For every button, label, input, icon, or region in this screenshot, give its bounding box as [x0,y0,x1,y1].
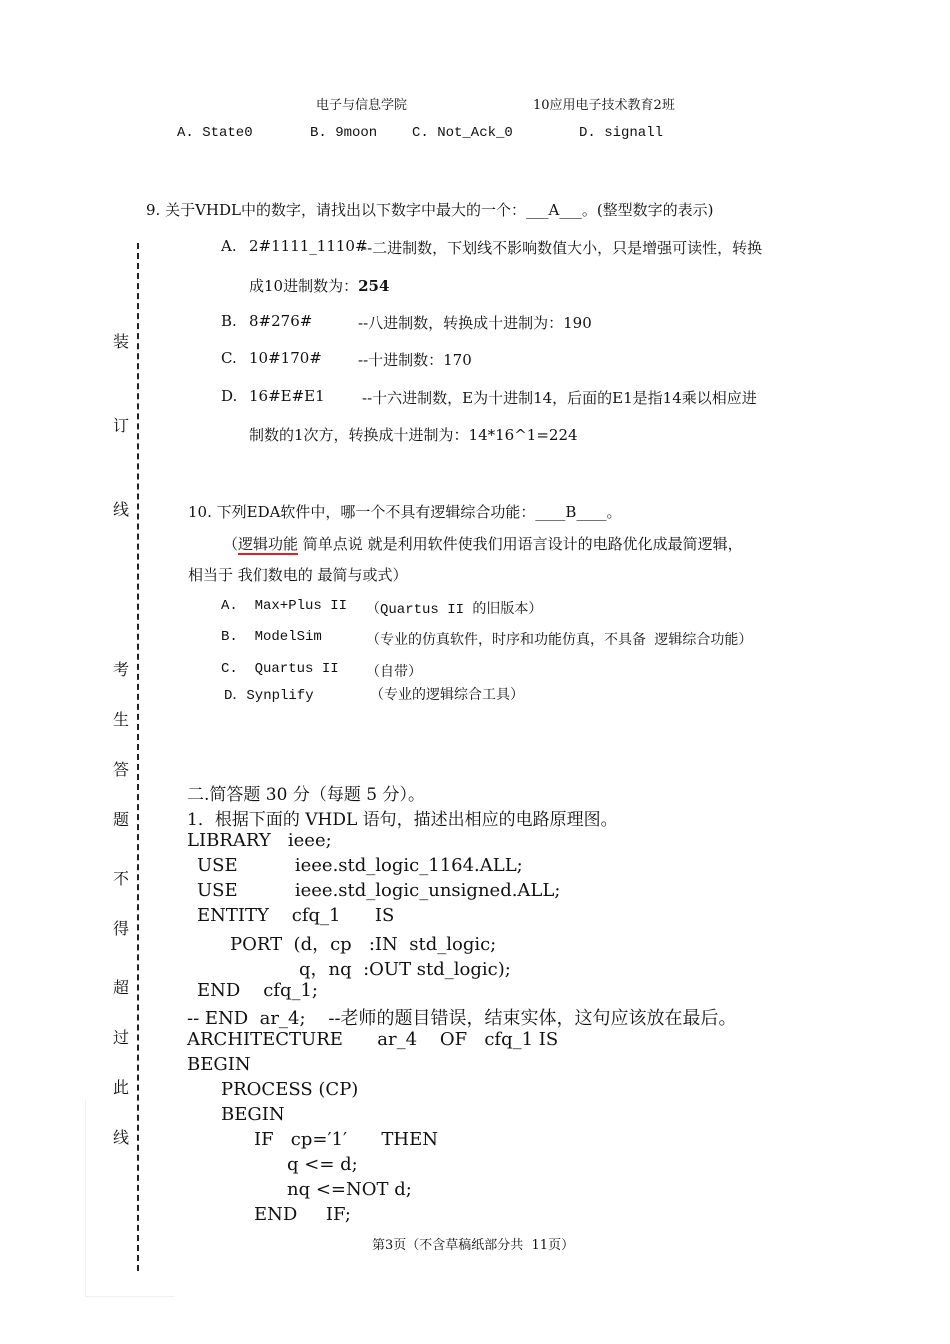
corner-mark-horizontal [85,1296,175,1297]
q8-option-c: C. Not_Ack_0 [412,125,513,141]
code-line: q <= d; [287,1154,358,1175]
code-line: END IF; [254,1204,351,1225]
q9-stem: 9. 关于VHDL中的数字，请找出以下数字中最大的一个：___A___。(整型数字的表示) [146,201,714,219]
code-line: USE ieee.std_logic_unsigned.ALL; [197,880,561,901]
q8-option-d: D. signall [579,125,664,141]
margin-label: 不 [113,869,130,888]
q9-b-code: 8#276# [249,312,313,330]
code-line: ARCHITECTURE ar_4 OF cfq_1 IS [187,1029,559,1050]
margin-label: 订 [113,416,130,435]
code-line: USE ieee.std_logic_1164.ALL; [197,855,523,876]
q9-d-code: 16#E#E1 [249,387,325,405]
q10-note-rest: 简单点说 就是利用软件使我们用语言设计的电路优化成最简逻辑， [298,535,743,553]
binding-dashed-line [137,243,139,1271]
margin-label: 此 [113,1078,130,1097]
q9-a-code: 2#1111_1110# [249,237,368,255]
q9-b-note: --八进制数，转换成十进制为：190 [358,314,592,332]
corner-mark-vertical [85,1100,86,1296]
q10-option-a: A. Max+Plus II [221,598,348,614]
margin-label: 题 [113,810,130,829]
q9-d-cont: 制数的1次方，转换成十进制为：14*16^1=224 [249,426,578,444]
margin-label: 生 [113,710,130,729]
code-line: q，nq :OUT std_logic); [299,959,511,980]
q10-note-keyword: 逻辑功能 [238,535,299,553]
q9-c-note: --十进制数：170 [358,351,472,369]
header-class: 10应用电子技术教育2班 [533,98,675,113]
q10-option-d: D．Synplify [224,688,314,704]
margin-label: 线 [113,500,130,519]
q8-option-a: A. State0 [177,125,253,141]
margin-label: 得 [113,919,130,938]
q9-a-cont-text: 成10进制数为： [249,277,359,295]
code-line: PROCESS (CP) [221,1079,359,1100]
header-college: 电子与信息学院 [316,98,408,113]
code-line: END cfq_1; [197,980,318,1001]
page-footer: 第3页（不含草稿纸部分共 11页） [372,1238,575,1253]
code-line: BEGIN [221,1104,285,1125]
code-line: -- END ar_4; --老师的题目错误，结束实体，这句应该放在最后。 [187,1008,737,1029]
q10-option-c-note: （自带） [366,665,422,681]
margin-label: 答 [113,760,130,779]
margin-label: 线 [113,1128,130,1147]
q9-d-note: --十六进制数，E为十进制14，后面的E1是指14乘以相应进 [362,389,757,407]
code-line: nq <=NOT d; [287,1179,412,1200]
q9-c-label: C. [221,349,237,367]
q9-a-cont [249,275,389,296]
code-line: BEGIN [187,1054,251,1075]
code-line: ENTITY cfq_1 IS [197,905,395,926]
q9-c-code: 10#170# [249,349,322,367]
q10-option-a-note: （Quartus II 的旧版本） [366,602,543,618]
q10-option-b-note: （专业的仿真软件，时序和功能仿真，不具备 逻辑综合功能） [366,633,753,649]
margin-label: 过 [113,1028,130,1047]
q10-note-open: （ [223,535,239,553]
q9-a-value: 254 [358,277,390,295]
q10-option-c: C. Quartus II [221,661,339,677]
section2-title: 二.简答题 30 分（每题 5 分）。 [187,785,425,805]
q9-b-label: B. [221,312,237,330]
section2-q1: 1．根据下面的 VHDL 语句，描述出相应的电路原理图。 [187,810,618,830]
margin-label: 装 [113,332,130,351]
margin-label: 考 [113,660,130,679]
q10-option-d-note: （专业的逻辑综合工具） [370,688,524,704]
code-line: LIBRARY ieee; [187,830,332,851]
margin-label: 超 [113,978,130,997]
q8-option-b: B. 9moon [310,125,378,141]
code-line: IF cp=′1′ THEN [254,1129,438,1150]
q10-option-b: B. ModelSim [221,629,322,645]
q9-a-note: --二进制数，下划线不影响数值大小，只是增强可读性，转换 [362,239,763,257]
q10-note-line2: 相当于 我们数电的 最简与或式） [188,566,408,584]
q9-d-label: D. [221,387,238,405]
q10-note-line1 [223,533,743,554]
code-line: PORT (d，cp :IN std_logic; [230,934,497,955]
q10-stem: 10. 下列EDA软件中，哪一个不具有逻辑综合功能：____B____。 [188,503,622,521]
q9-a-label: A. [221,237,237,255]
